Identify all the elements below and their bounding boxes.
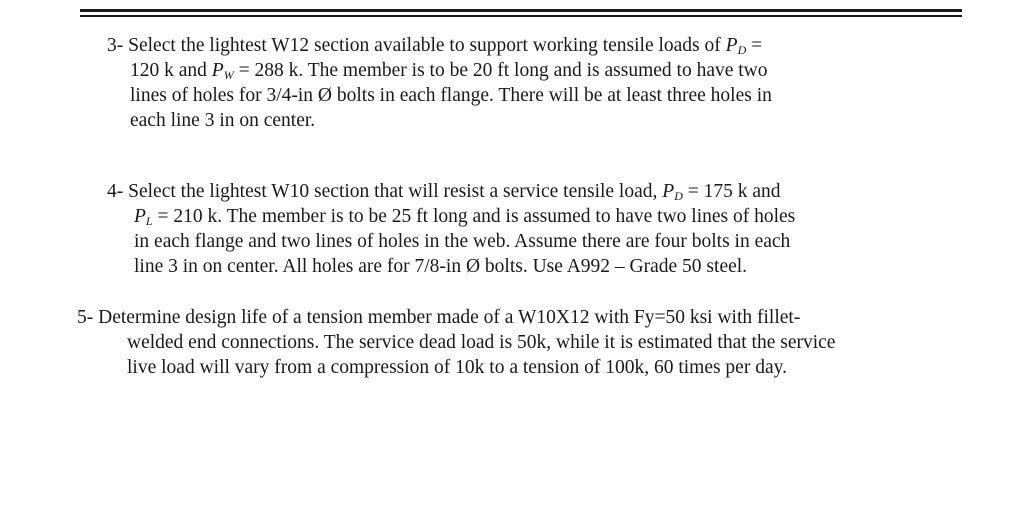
- question-text: Select the lightest W12 section available to support working tensile loads of $P_D$ =: [128, 35, 763, 57]
- header-rule-thick: [80, 9, 962, 12]
- question-3: [107, 33, 772, 133]
- question-text: live load will vary from a compression of 10k to a tension of 100k, 60 times per day.: [127, 357, 787, 378]
- question-text: each line 3 in on center.: [130, 110, 316, 131]
- question-text: in each flange and two lines of holes in the web. Assume there are four bolts in each: [134, 231, 791, 252]
- question-3-line-1: [107, 33, 772, 58]
- question-3-line-3: [107, 83, 772, 108]
- question-4-line-2: [107, 204, 795, 229]
- question-4-line-1: [107, 179, 795, 204]
- question-text: welded end connections. The service dead load is 50k, while it is estimated that the service: [127, 332, 836, 353]
- question-text: Select the lightest W10 section that will resist a service tensile load, $P_D = 175$ k and: [128, 181, 781, 203]
- question-5: [77, 305, 835, 380]
- question-text: lines of holes for 3/4-in Ø bolts in each flange. There will be at least three holes in: [130, 85, 772, 106]
- question-number: 4-: [107, 181, 124, 202]
- question-number: 3-: [107, 35, 124, 56]
- question-3-line-4: [107, 108, 772, 133]
- question-3-line-2: [107, 58, 772, 83]
- question-5-line-2: [77, 330, 835, 355]
- question-text: Determine design life of a tension member made of a W10X12 with Fy=50 ksi with fillet-: [98, 307, 801, 328]
- question-text: 120 k and $P_W = 288$ k. The member is to be 20 ft long and is assumed to have two: [130, 60, 768, 82]
- header-rule-thin: [80, 15, 962, 17]
- question-5-line-1: [77, 305, 835, 330]
- question-4-line-4: [107, 254, 795, 279]
- question-5-line-3: [77, 355, 835, 380]
- question-text: $P_L = 210$ k. The member is to be 25 ft long and is assumed to have two lines of holes: [134, 206, 796, 228]
- question-4-line-3: [107, 229, 795, 254]
- question-number: 5-: [77, 307, 94, 328]
- question-4: [107, 179, 795, 279]
- question-text: line 3 in on center. All holes are for 7/8-in Ø bolts. Use A992 – Grade 50 steel.: [134, 256, 748, 277]
